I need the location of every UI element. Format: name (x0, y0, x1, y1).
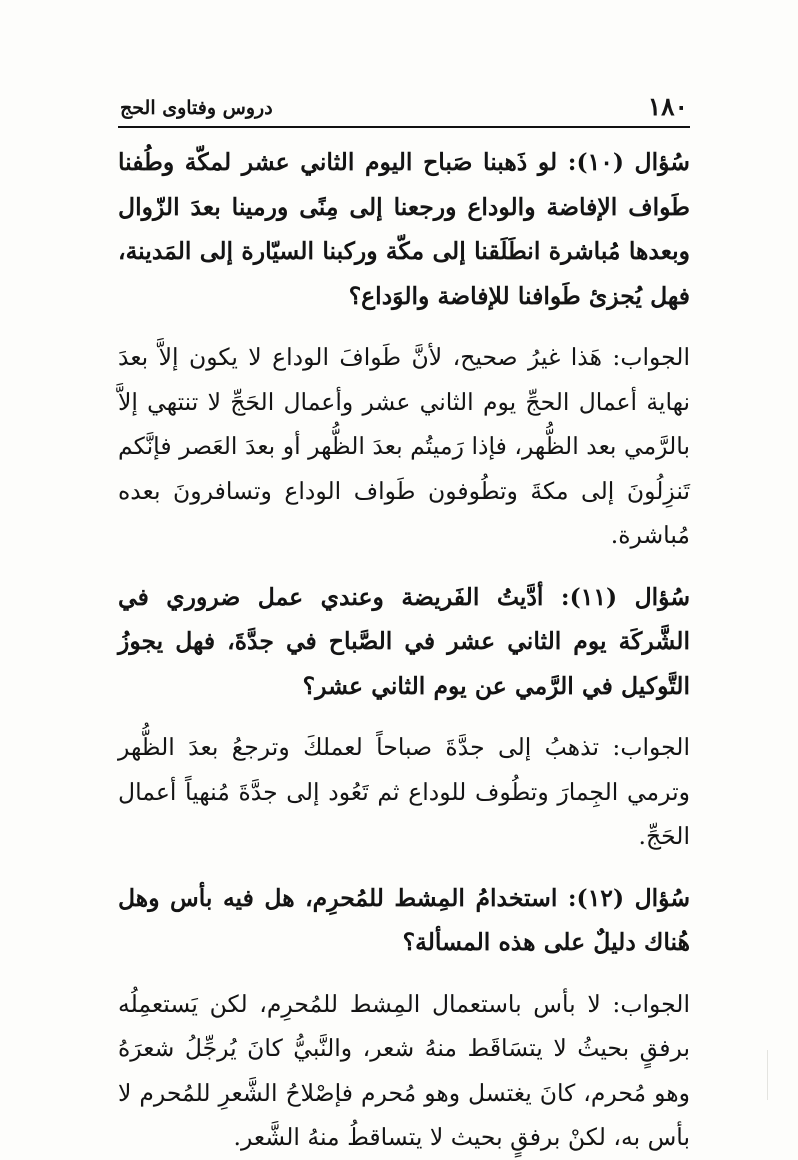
question-10: سُؤال (١٠): لو ذَهبنا صَباح اليوم الثاني عشر لمكّة وطُفنا طَواف الإفاضة والوداع ورجعنا إلى مِنًى ورمينا بعدَ الزّوال وبعدها مُباشرة انطَلَقنا إلى مكّة وركبنا السيّارة إلى المَدينة، فهل يُجزئ طَوافنا للإفاضة والوَداع؟ (118, 148, 690, 310)
running-title: دروس وفتاوى الحج (120, 97, 273, 119)
scan-margin-mark (767, 1050, 768, 1100)
answer-11: الجواب: تذهبُ إلى جدَّةَ صباحاً لعملكَ وترجعُ بعدَ الظُّهر وترمي الجِمارَ وتطُوف للوداع ثم تَعُود إلى جدَّةَ مُنهياً أعمال الحَجِّ. (118, 733, 690, 850)
page-header (118, 92, 690, 128)
page-number: ١٨٠ (647, 92, 688, 121)
page-body (118, 140, 690, 1160)
question-11: سُؤال (١١): أدَّيتُ الفَريضة وعندي عمل ضروري في الشَّركَة يوم الثاني عشر في الصَّباح في جدَّةَ، فهل يجوزُ التَّوكيل في الرَّمي عن يوم الثاني عشر؟ (118, 582, 691, 700)
answer-10: الجواب: هَذا غيرُ صحيح، لأنَّ طَوافَ الوداع لا يكون إلاَّ بعدَ نهاية أعمال الحجِّ يوم الثاني عشر وأعمال الحَجِّ لا تنتهي إلاَّ بالرَّمي بعد الظُّهر، فإذا رَميتُم بعدَ الظُّهر أو بعدَ العَصر فإنَّكم تَنزِلُونَ إلى مكةَ وتطُوفون طَواف الوداع وتسافرونَ بعده مُباشرة. (118, 343, 690, 549)
question-12: سُؤال (١٢): استخدامُ المِشط للمُحرِم، هل فيه بأس وهل هُناك دليلٌ على هذه المسألة؟ (118, 883, 691, 956)
answer-12: الجواب: لا بأس باستعمال المِشط للمُحرِم، لكن يَستعمِلُه برفقٍ بحيثُ لا يتسَاقَط منهُ شعر، والنَّبيُّ كانَ يُرجِّلُ شعرَهُ وهو مُحرم، كانَ يغتسل وهو مُحرم فإصْلاحُ الشَّعرِ للمُحرم لا بأس به، لكنْ برفقٍ بحيث لا يتساقطُ منهُ الشَّعر. (118, 989, 690, 1151)
